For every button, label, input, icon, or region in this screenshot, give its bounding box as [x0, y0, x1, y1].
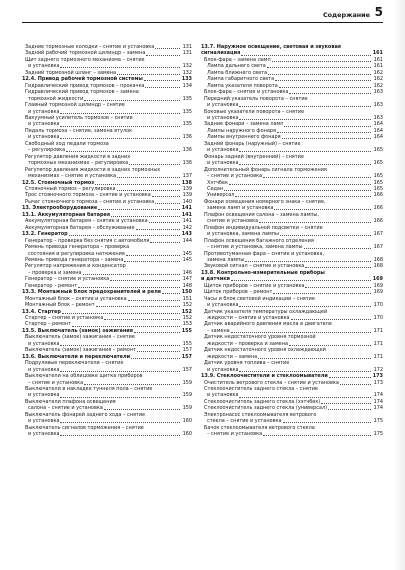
toc-page-number: 145 [182, 250, 192, 257]
toc-entry-title: Генератор – проверка без снятия с автомобиля [25, 237, 150, 244]
toc-entry-title: Фонарь задний (внутренний) – снятие [204, 153, 304, 160]
toc-entry-title: и установка [207, 114, 239, 121]
toc-entry-title: Трос стояночного тормоза – снятие и установка [25, 192, 151, 199]
toc-dot-leader [60, 435, 180, 436]
toc-dot-leader [117, 190, 180, 191]
toc-entry-title: 13. Электрооборудование [22, 205, 98, 212]
toc-entry-title: и установка [207, 392, 239, 399]
toc-entry-title: салона – снятие и установка [28, 405, 103, 412]
toc-page-number: 163 [373, 89, 383, 96]
toc-page-number: 147 [182, 276, 192, 283]
toc-entry-title: Стеклоочиститель заднего стекла (универсал) [204, 405, 328, 412]
toc-entry-title: Стартер – снятие и установка [25, 315, 104, 322]
toc-entry-title: Выключатели плафона освещения [25, 398, 116, 405]
toc-dot-leader [60, 138, 180, 139]
toc-dot-leader [60, 345, 180, 346]
toc-page-number: 152 [182, 315, 192, 322]
toc-page-number: 174 [373, 392, 383, 399]
toc-page-number: 132 [182, 69, 192, 76]
toc-page-number: 136 [182, 160, 192, 167]
toc-entry-title: состояния и регулировка натяжения [28, 250, 125, 257]
toc-page-number: 165 [373, 185, 383, 192]
toc-entry-title: Плафон освещения салона – замена лампы, [204, 211, 319, 218]
toc-entry-title: и установка [28, 431, 60, 438]
toc-entry-title: 13.9. Стеклоочистители и стеклоомыватели [201, 373, 328, 380]
toc-dot-leader [60, 126, 180, 127]
toc-entry-title: Стартер – ремонт [25, 321, 72, 328]
toc-entry-title: Бачок стеклоомывателя ветрового стекла [204, 424, 315, 431]
toc-entry-title: Монтажный блок – ремонт [25, 302, 95, 309]
toc-entry-title: Выключатель (замок) зажигания – ремонт [25, 347, 136, 354]
toc-dot-leader [274, 209, 371, 210]
toc-page-number: 155 [181, 327, 192, 334]
toc-entry-title: 13.2. Генератор [22, 231, 68, 238]
toc-dot-leader [280, 235, 371, 236]
toc-entry-title: – замена [207, 327, 230, 334]
toc-page-number: 141 [181, 205, 192, 212]
toc-dot-leader [241, 55, 371, 56]
toc-entry-title: Хэтчбек [207, 179, 228, 186]
toc-entry-title: – снятие и установка [28, 379, 84, 386]
toc-entry-title: и датчики [201, 276, 231, 283]
toc-entry-title: Генератор – снятие и установка [25, 276, 110, 283]
toc-page-number: 166 [373, 218, 383, 225]
toc-dot-leader [291, 319, 371, 320]
toc-entry-title: и установка [28, 392, 60, 399]
toc-dot-leader [162, 293, 180, 294]
toc-dot-leader [104, 409, 180, 410]
toc-entry-title: и установка [207, 302, 239, 309]
toc-entry-title: Монтажный блок – снятие и установка [25, 295, 127, 302]
toc-entry-title: Главный тормозной цилиндр – снятие [25, 102, 125, 109]
toc-entry-title: Подрулевые переключатели – снятие [25, 360, 124, 367]
toc-entry-title: Задние тормозные колодки – снятие и установка [25, 44, 155, 50]
toc-page-number: 161 [373, 56, 383, 63]
toc-entry-title: Выключатель сигналов торможения – снятие [25, 424, 144, 431]
toc-dot-leader [282, 138, 371, 139]
toc-page-number: 152 [181, 308, 192, 315]
toc-dot-leader [239, 306, 371, 307]
toc-dot-leader [83, 274, 180, 275]
toc-entry-title: Стеклоочиститель заднего стекла – снятие [204, 386, 318, 393]
toc-entry-title: Лампа указателя поворота [207, 82, 278, 89]
toc-dot-leader [96, 306, 180, 307]
toc-entry [22, 431, 192, 437]
toc-page-number: 161 [373, 63, 383, 70]
toc-entry-title: Блок-фара – снятие и установка [204, 89, 289, 96]
toc-page-number: 131 [182, 50, 192, 57]
toc-dot-leader [224, 190, 371, 191]
toc-page-number: 166 [373, 192, 383, 199]
toc-page-number: 159 [182, 405, 192, 412]
toc-dot-leader [268, 74, 371, 75]
toc-entry-title: жидкости – снятие и установка [207, 315, 290, 322]
toc-entry-title: Аккумуляторная батарея – снятие и установка [25, 218, 148, 225]
toc-dot-leader [279, 87, 371, 88]
toc-page-number: 157 [182, 366, 192, 373]
toc-entry-title: Рычаг стояночного тормоза – снятие и установка [25, 198, 155, 205]
toc-dot-leader [235, 196, 371, 197]
toc-entry-title: Ремень привода генератора – проверка [25, 244, 130, 251]
toc-entry-title: Лампы наружного фонаря [207, 127, 276, 134]
toc-page-number: 145 [182, 256, 192, 263]
toc-page-number: 168 [373, 263, 383, 270]
toc-entry-title: Противотуманная фара – снятие и установка, [204, 250, 325, 257]
toc-page-number: 157 [181, 353, 192, 360]
toc-page-number: 169 [373, 282, 383, 289]
toc-dot-leader [134, 332, 180, 333]
toc-page-number: 132 [182, 63, 192, 70]
toc-page-number: 153 [182, 321, 192, 328]
toc-dot-leader [277, 132, 371, 133]
toc-dot-leader [60, 422, 180, 423]
toc-entry-title: Дополнительный фонарь сигнала торможения [204, 166, 327, 173]
toc-dot-leader [137, 351, 180, 352]
toc-page-number: 163 [373, 114, 383, 121]
toc-entry-title: Регулятор напряжения и конденсатор [25, 263, 126, 270]
toc-page-number: 160 [182, 431, 192, 438]
toc-page-number: 135 [182, 121, 192, 128]
toc-entry-title: и установка, замена лампы [207, 231, 279, 238]
toc-page-number: 174 [373, 398, 383, 405]
toc-page-number: 164 [373, 127, 383, 134]
toc-dot-leader [239, 151, 371, 152]
toc-dot-leader [263, 435, 371, 436]
toc-entry-title: Гидравлический привод тормозов – прокачка [25, 82, 145, 89]
toc-entry-title: Звуковой сигнал – снятие и установка [204, 263, 305, 270]
toc-page-number: 142 [182, 224, 192, 231]
toc-dot-leader [126, 255, 180, 256]
toc-page-number: 159 [182, 392, 192, 399]
toc-entry-title: Вакуумный усилитель тормозов – снятие [25, 114, 133, 121]
toc-page-number: 160 [182, 418, 192, 425]
toc-dot-leader [128, 300, 180, 301]
toc-entry-title: Часы и блок световой индикации – снятие [204, 295, 315, 302]
toc-entry-title: Блок-фара – замена ламп [204, 56, 271, 63]
toc-entry-title: и установка [207, 160, 239, 167]
toc-page-number: 141 [181, 211, 192, 218]
toc-page-number: 162 [373, 69, 383, 76]
toc-entry-title: Очиститель ветрового стекла – снятие и установка [204, 379, 339, 386]
toc-entry-title: и установка [28, 418, 60, 425]
toc-entry-title: 13.8. Контрольно-измерительные приборы [201, 269, 325, 276]
toc-dot-leader [60, 371, 180, 372]
toc-entry-title: Выключатель (замок) зажигания – снятие [25, 334, 135, 341]
toc-page-number: 137 [182, 173, 192, 180]
toc-dot-leader [263, 177, 371, 178]
toc-entry-title: и установка [207, 147, 239, 154]
toc-entry-title: Датчик аварийного давления масла в двигателе [204, 321, 332, 328]
toc-entry-title: Выключатель фонарей заднего хода – снятие [25, 411, 146, 418]
toc-entry-title: 13.1. Аккумуляторная батарея [22, 211, 111, 218]
toc-page-number: 163 [373, 102, 383, 109]
toc-dot-leader [150, 242, 180, 243]
toc-page-number: 169 [373, 289, 383, 296]
toc-entry-title: – снятие и установка [207, 431, 263, 438]
toc-dot-leader [124, 261, 180, 262]
toc-dot-leader [267, 67, 371, 68]
toc-page-number: 138 [181, 179, 192, 186]
toc-page-number: 157 [182, 347, 192, 354]
toc-dot-leader [69, 235, 180, 236]
toc-dot-leader [239, 164, 371, 165]
toc-entry-title: Задний рабочий тормозной цилиндр – замена [25, 50, 146, 57]
toc-dot-leader [289, 93, 371, 94]
toc-entry-title: Щит заднего тормозного механизма – снятие [25, 56, 145, 63]
toc-page-number: 133 [181, 76, 192, 83]
toc-entry-title: сигнализация [201, 50, 241, 57]
toc-dot-leader [229, 184, 371, 185]
toc-entry-title: и установка [28, 63, 60, 70]
toc-page-number: 171 [373, 340, 383, 347]
toc-page-number: 165 [373, 173, 383, 180]
toc-entry-title: Электронасос стеклоомывателя ветрового [204, 411, 317, 418]
toc-page-number: 173 [372, 373, 383, 380]
toc-page-number: 155 [182, 340, 192, 347]
toc-entry-title: и установка [207, 102, 239, 109]
page-number: 5 [374, 5, 383, 19]
toc-dot-leader [340, 384, 371, 385]
toc-entry-title: Генератор – ремонт [25, 282, 78, 289]
toc-page-number: 164 [373, 121, 383, 128]
toc-entry-title: – регулировка [28, 147, 66, 154]
toc-entry-title: тормозных механизмах – регулировка [28, 160, 129, 167]
toc-entry-title: и установка [28, 366, 60, 373]
toc-entry-title: замена ламп и установка [207, 205, 274, 212]
toc-dot-leader [84, 100, 180, 101]
toc-column-right [201, 44, 383, 438]
toc-entry-title: Лампа габаритного света [207, 76, 275, 83]
toc-dot-leader [111, 216, 180, 217]
toc-dot-leader [239, 371, 371, 372]
toc-entry-title: Фонари освещения номерного знака – снятие, [204, 198, 326, 205]
toc-dot-leader [155, 48, 180, 49]
toc-entry-title: – снятие и установка, замена лампы [207, 244, 303, 251]
toc-page-number: 164 [373, 134, 383, 141]
toc-dot-leader [60, 397, 180, 398]
toc-page-number: 141 [182, 218, 192, 225]
toc-dot-leader [304, 248, 371, 249]
toc-entry-title: и установка [28, 121, 60, 128]
toc-entry-title: Передний указатель поворота – снятие [204, 95, 308, 102]
toc-entry-title: Датчик недостаточного уровня тормозной [204, 334, 316, 341]
toc-page-number: 173 [373, 379, 383, 386]
toc-entry-title: Датчик недостаточного уровня охлаждающей [204, 347, 326, 354]
toc-dot-leader [136, 229, 180, 230]
toc-entry-title: Задний тормозной шланг – замена [25, 69, 117, 76]
toc-page-number: 170 [373, 302, 383, 309]
toc-entry-title: Свободный ход педали тормоза [25, 140, 109, 147]
toc-entry-title: Гидравлический привод тормозов – замена [25, 89, 139, 96]
toc-entry-title: Стояночный тормоз – регулировка [25, 185, 116, 192]
toc-entry-title: и установка [28, 134, 60, 141]
toc-page-number: 169 [372, 276, 383, 283]
toc-entry-title: Выключатели в накладке туннеля пола – снятие [25, 386, 153, 393]
toc-dot-leader [104, 319, 180, 320]
toc-entry-title: Универсал [207, 192, 235, 199]
toc-dot-leader [95, 184, 180, 185]
toc-page-number: 136 [182, 134, 192, 141]
toc-entry-title: замена лампы [207, 256, 245, 263]
toc-page-number: 143 [181, 231, 192, 238]
header-rule [22, 22, 383, 23]
toc-page-number: 144 [182, 237, 192, 244]
toc-dot-leader [239, 119, 371, 120]
toc-page-number: 152 [182, 302, 192, 309]
toc-entry-title: Боковые указатели поворота – снятие [204, 108, 305, 115]
toc-page-number: 170 [373, 315, 383, 322]
toc-page-number: 174 [373, 405, 383, 412]
toc-entry-title: Плафон индивидуальной подсветки – снятие [204, 224, 323, 231]
toc-entry-title: стекла – снятие и установка [207, 418, 282, 425]
toc-entry-title: жидкости – проверка и замена [207, 340, 288, 347]
toc-entry-title: Лампа дальнего света [207, 63, 266, 70]
toc-page-number: 171 [373, 327, 383, 334]
toc-dot-leader [110, 280, 180, 281]
toc-entry-title: Задний фонарь (наружный) – снятие [204, 140, 301, 147]
toc-dot-leader [259, 222, 371, 223]
toc-dot-leader [129, 164, 180, 165]
toc-entry-title: и установка [207, 366, 239, 373]
toc-dot-leader [258, 358, 371, 359]
toc-entry-title: и установка [28, 108, 60, 115]
toc-column-left [22, 44, 192, 438]
toc-entry-title: Лампы внутреннего фонаря [207, 134, 281, 141]
toc-page-number: 139 [182, 192, 192, 199]
toc-dot-leader [149, 222, 180, 223]
toc-page-number: 166 [373, 205, 383, 212]
toc-page-number: 171 [373, 353, 383, 360]
toc-page-number: 165 [373, 160, 383, 167]
toc-page-number: 162 [373, 76, 383, 83]
toc-page-number: 165 [373, 147, 383, 154]
toc-dot-leader [72, 326, 180, 327]
toc-entry-title: жидкости – замена [207, 353, 258, 360]
toc-dot-leader [144, 80, 180, 81]
toc-page-number: 151 [182, 295, 192, 302]
toc-page-number: 136 [182, 147, 192, 154]
toc-page-number: 131 [182, 44, 192, 50]
toc-entry-title: 12.5. Стояночный тормоз [22, 179, 95, 186]
toc-dot-leader [321, 403, 371, 404]
toc-dot-leader [305, 287, 371, 288]
toc-entry-title: Датчик указателя температуры охлаждающей [204, 308, 328, 315]
toc-entry-title: 13.4. Стартер [22, 308, 61, 315]
toc-dot-leader [98, 209, 180, 210]
toc-entry-title: Ремень привода генератора – замена [25, 256, 124, 263]
toc-page-number: 146 [182, 269, 192, 276]
toc-dot-leader [231, 280, 371, 281]
toc-page-number: 135 [182, 95, 192, 102]
toc-dot-leader [66, 151, 180, 152]
toc-entry-title: Выключатели на облицовке щитка приборов [25, 373, 143, 380]
toc-entry-title: Регулятор давления жидкости в задних тормозных [25, 166, 161, 173]
toc-dot-leader [272, 61, 371, 62]
toc-page-number: 161 [372, 50, 383, 57]
toc-entry-title: 13.5. Выключатель (замок) зажигания [22, 327, 133, 334]
toc-dot-leader [60, 67, 180, 68]
toc-dot-leader [62, 313, 180, 314]
toc-dot-leader [329, 377, 371, 378]
toc-dot-leader [239, 106, 371, 107]
toc-page-number: 134 [182, 82, 192, 89]
toc-entry-title: Плафон освещения багажного отделения [204, 237, 314, 244]
toc-entry-title: – проверка и замена [28, 269, 82, 276]
toc-dot-leader [239, 397, 371, 398]
toc-page-number: 167 [373, 244, 383, 251]
toc-page-number: 175 [373, 418, 383, 425]
toc-dot-leader [305, 267, 371, 268]
toc-dot-leader [273, 293, 371, 294]
toc-page-number: 135 [182, 108, 192, 115]
toc-dot-leader [284, 126, 371, 127]
toc-entry-title: тормозной жидкости [28, 95, 84, 102]
toc-entry-title: 12.4. Привод рабочей тормозной системы [22, 76, 143, 83]
toc-dot-leader [245, 261, 371, 262]
toc-dot-leader [84, 384, 180, 385]
toc-dot-leader [283, 422, 372, 423]
toc-page-number: 162 [373, 82, 383, 89]
toc-page-number: 148 [182, 282, 192, 289]
toc-page-number: 140 [182, 198, 192, 205]
toc-dot-leader [231, 332, 371, 333]
toc-entry-title: Педаль тормоза – снятие, замена втулок [25, 127, 133, 134]
page-header-title: Содержание [322, 11, 370, 19]
toc-dot-leader [275, 80, 371, 81]
toc-dot-leader [60, 113, 180, 114]
toc-dot-leader [152, 196, 180, 197]
toc-entry-title: Задние фонари – замена ламп [204, 121, 284, 128]
toc-page-number: 172 [373, 366, 383, 373]
toc-page-number: 167 [373, 231, 383, 238]
toc-page-number: 150 [181, 289, 192, 296]
toc-dot-leader [117, 74, 180, 75]
toc-entry [201, 431, 383, 437]
toc-page-number: 139 [182, 185, 192, 192]
toc-dot-leader [146, 55, 180, 56]
toc-entry-title: 13.3. Монтажный блок предохранителей и реле [22, 289, 162, 296]
toc-dot-leader [289, 345, 371, 346]
toc-entry-title: и установка [28, 340, 60, 347]
toc-entry-title: 13.7. Наружное освещение, световая и звуковая [201, 44, 341, 50]
toc-page-number: 165 [373, 179, 383, 186]
toc-entry-title: Седан [207, 185, 224, 192]
toc-dot-leader [131, 358, 180, 359]
toc-entry-title: Регулятор давления жидкости в задних [25, 153, 131, 160]
toc-entry-title: Щиток приборов – ремонт [204, 289, 273, 296]
toc-entry-title: 13.6. Выключатели и переключатели [22, 353, 131, 360]
toc-dot-leader [145, 87, 180, 88]
toc-entry-title: Стеклоочиститель заднего стекла (хэтчбек) [204, 398, 321, 405]
page-edge-shadow [393, 0, 405, 570]
toc-dot-leader [328, 409, 371, 410]
toc-dot-leader [117, 177, 180, 178]
toc-entry-title: Лампа ближнего света [207, 69, 268, 76]
toc-page-number: 168 [373, 256, 383, 263]
toc-entry-title: – снятие и установка [207, 173, 263, 180]
toc-entry-title: Аккумуляторная батарея – обслуживание [25, 224, 135, 231]
toc-entry-title: механизмах – снятие и установка [28, 173, 117, 180]
toc-dot-leader [78, 287, 180, 288]
toc-entry-title: Щиток приборов – снятие и установка [204, 282, 305, 289]
toc-entry-title: Датчик уровня топлива – снятие [204, 360, 290, 367]
toc-page-number: 159 [182, 379, 192, 386]
toc-page-number: 175 [373, 431, 383, 438]
toc-dot-leader [155, 203, 180, 204]
toc-entry-title: снятие и установка [207, 218, 259, 225]
